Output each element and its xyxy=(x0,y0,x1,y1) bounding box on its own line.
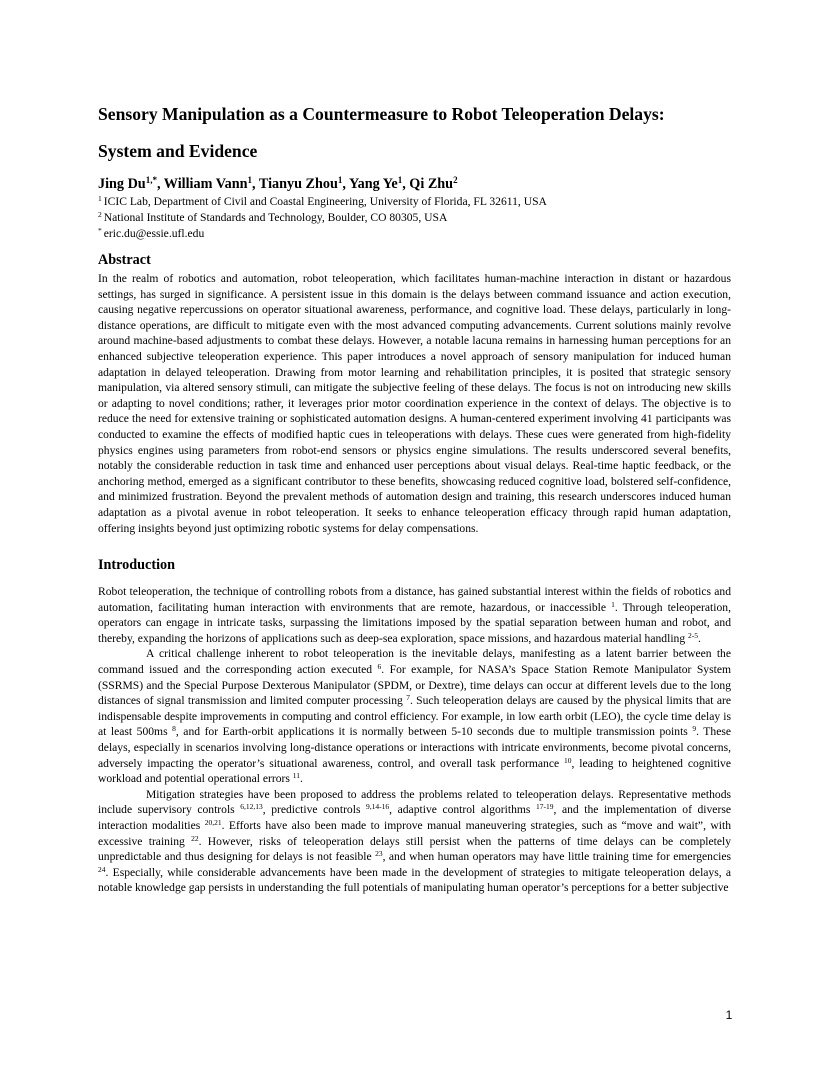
paragraph-text: . For example, for NASA’s Space Station Remote Manipulator System (SSRMS) and the Special Purpose Dexterous Manipulator (SPDM, or Dextre), time delays can occur at different levels due to the long distances of signal transmission and limited computer processing xyxy=(98,663,731,708)
citation-superscript: 20,21 xyxy=(204,818,222,827)
paragraph-text: , and when human operators may have little training time for emergencies xyxy=(382,850,731,864)
author-affiliation-mark: 1,* xyxy=(145,175,157,185)
affiliation-mark: 2 xyxy=(98,210,102,219)
introduction-paragraph xyxy=(98,584,731,646)
introduction-body xyxy=(98,584,731,896)
paragraph-text: . xyxy=(698,631,701,645)
author-affiliation-mark: 2 xyxy=(453,175,458,185)
abstract-heading: Abstract xyxy=(98,252,151,268)
citation-superscript: 2-5 xyxy=(688,630,699,640)
paragraph-text: . xyxy=(300,772,303,786)
author-name: Yang Ye xyxy=(348,176,398,192)
affiliation-line xyxy=(98,210,731,226)
citation-superscript: 7 xyxy=(406,693,410,703)
paragraph-text: . Especially, while considerable advancements have been made in the development of strategies to mitigate teleoperation delays, a notable knowledge gap persists in understanding the full potentials of manipulating human operator’s perceptions for a better subjective xyxy=(98,865,731,895)
citation-superscript: 10 xyxy=(563,755,572,765)
paragraph-text: Mitigation strategies have been proposed to address the problems related to teleoperation delays. Representative methods include supervisory controls xyxy=(98,787,731,817)
citation-superscript: 11 xyxy=(292,771,301,781)
paragraph-text: , adaptive control algorithms xyxy=(389,803,536,817)
introduction-heading: Introduction xyxy=(98,557,175,574)
affiliation-list xyxy=(98,194,731,242)
citation-superscript: 23 xyxy=(375,849,383,859)
affiliation-text: eric.du@essie.ufl.edu xyxy=(103,227,205,240)
citation-superscript: 6 xyxy=(377,662,382,672)
author-affiliation-mark: 1 xyxy=(337,175,343,185)
author-name: William Vann xyxy=(163,176,248,192)
author-name: Jing Du xyxy=(98,176,146,192)
citation-superscript: 9,14-16 xyxy=(366,802,390,812)
affiliation-text: ICIC Lab, Department of Civil and Coastal Engineering, University of Florida, FL 32611, USA xyxy=(103,195,547,208)
citation-superscript: 17-19 xyxy=(535,802,554,812)
author-name: Qi Zhu xyxy=(409,176,454,192)
paragraph-text: , and the implementation of diverse interaction modalities xyxy=(98,803,731,832)
page-number: 1 xyxy=(725,1008,733,1022)
paragraph-text: , and for Earth-orbit applications it is normally between 5-10 seconds due to multiple transmission points xyxy=(175,725,693,739)
citation-superscript: 22 xyxy=(191,833,199,843)
paragraph-text: . These delays, especially in scenarios involving long-distance operations or interactions with intricate environments, become pivotal concerns, adversely impacting the operator’s situational awareness, control, and overall task performance xyxy=(98,725,731,770)
paragraph-text: . Through teleoperation, operators can engage in intricate tasks, surpassing the limitations imposed by the spatial separation between human and robot, and thereby, expanding the horizons of applications such as deep-sea exploration, space missions, and hazardous material handling xyxy=(98,600,731,645)
author-list xyxy=(98,174,731,194)
affiliation-line xyxy=(98,226,731,242)
author-separator: , xyxy=(156,176,164,192)
author-separator: , xyxy=(402,176,410,192)
affiliation-text: National Institute of Standards and Technology, Boulder, CO 80305, USA xyxy=(103,211,448,224)
paragraph-text: , predictive controls xyxy=(262,803,367,817)
paragraph-text: , leading to heightened cognitive workload and potential operational errors xyxy=(98,756,731,786)
paragraph-text: A critical challenge inherent to robot teleoperation is the inevitable delays, manifesting as a latent barrier between the command issued and the corresponding action executed xyxy=(98,647,731,677)
paper-title xyxy=(98,96,731,170)
title-line-2: System and Evidence xyxy=(98,141,258,161)
affiliation-mark: 1 xyxy=(98,194,102,203)
introduction-paragraph xyxy=(98,646,731,786)
paragraph-text: . Such teleoperation delays are caused by the physical limits that are indispensable despite improvements in computing and control efficiency. For example, in low earth orbit (LEO), the cycle time delay is at least 500ms xyxy=(98,694,731,739)
citation-superscript: 24 xyxy=(98,864,106,874)
author-affiliation-mark: 1 xyxy=(247,175,253,185)
author-separator: , xyxy=(252,176,259,192)
affiliation-mark: * xyxy=(98,226,102,235)
paragraph-text: . Efforts have also been made to improve manual maneuvering strategies, such as “move and wait”, with excessive training xyxy=(98,819,732,848)
author-separator: , xyxy=(342,176,349,192)
abstract-text: In the realm of robotics and automation, robot teleoperation, which facilitates human-machine interaction in distant or hazardous settings, has surged in significance. A persistent issue in this domain is the delays between command issuance and action execution, causing negative repercussions on operator situational awareness, performance, and cognitive load. These delays, particularly in long-distance operations, are difficult to mitigate even with the most advanced computing advancements. Current solutions mainly revolve around machine-based adjustments to combat these delays. However, a notable lacuna remains in harnessing human perceptions for an enhanced subjective teleoperation experience. This paper introduces a novel approach of sensory manipulation for induced human adaptation in delayed teleoperation. Drawing from motor learning and rehabilitation principles, it is posited that strategic sensory manipulation, via altered sensory stimuli, can mitigate the subjective feeling of these delays. The focus is not on introducing new skills or adapting to novel conditions; rather, it leverages prior motor coordination experience in the context of delays. The objective is to reduce the need for extensive training or sophisticated automation designs. A human-centered experiment involving 41 participants was conducted to examine the effects of modified haptic cues in teleoperations with delays. These cues were generated from high-fidelity physics engines using parameters from robot-end sensors or physics engine simulations. The results underscored several benefits, notably the considerable reduction in task time and enhanced user perceptions about visual delays. Real-time haptic feedback, or the anchoring method, emerged as a significant contributor to these benefits, showcasing reduced cognitive load, bolstered self-confidence, and minimized frustration. Beyond the prevalent methods of automation design and training, this research underscores induced human adaptation as a pivotal avenue in robot teleoperation. It seeks to enhance teleoperation efficacy through rapid human adaptation, offering insights beyond just optimizing robotic systems for delay compensations. xyxy=(98,272,731,535)
affiliation-line xyxy=(98,194,731,210)
author-name: Tianyu Zhou xyxy=(258,176,338,192)
introduction-paragraph xyxy=(98,787,731,896)
author-affiliation-mark: 1 xyxy=(397,175,403,185)
paragraph-text: . However, risks of teleoperation delays still persist when the patterns of time delays can be completely unpredictable and thus designing for delays is not feasible xyxy=(98,834,731,864)
citation-superscript: 8 xyxy=(172,724,176,734)
title-line-1: Sensory Manipulation as a Countermeasure to Robot Teleoperation Delays: xyxy=(98,104,665,124)
page-content xyxy=(98,96,731,896)
citation-superscript: 9 xyxy=(692,724,697,734)
paragraph-text: Robot teleoperation, the technique of controlling robots from a distance, has gained substantial interest within the fields of robotics and automation, facilitating human interaction with environments that are remote, hazardous, or inaccessible xyxy=(98,585,731,614)
citation-superscript: 1 xyxy=(611,599,615,609)
citation-superscript: 6,12,13 xyxy=(240,802,263,812)
